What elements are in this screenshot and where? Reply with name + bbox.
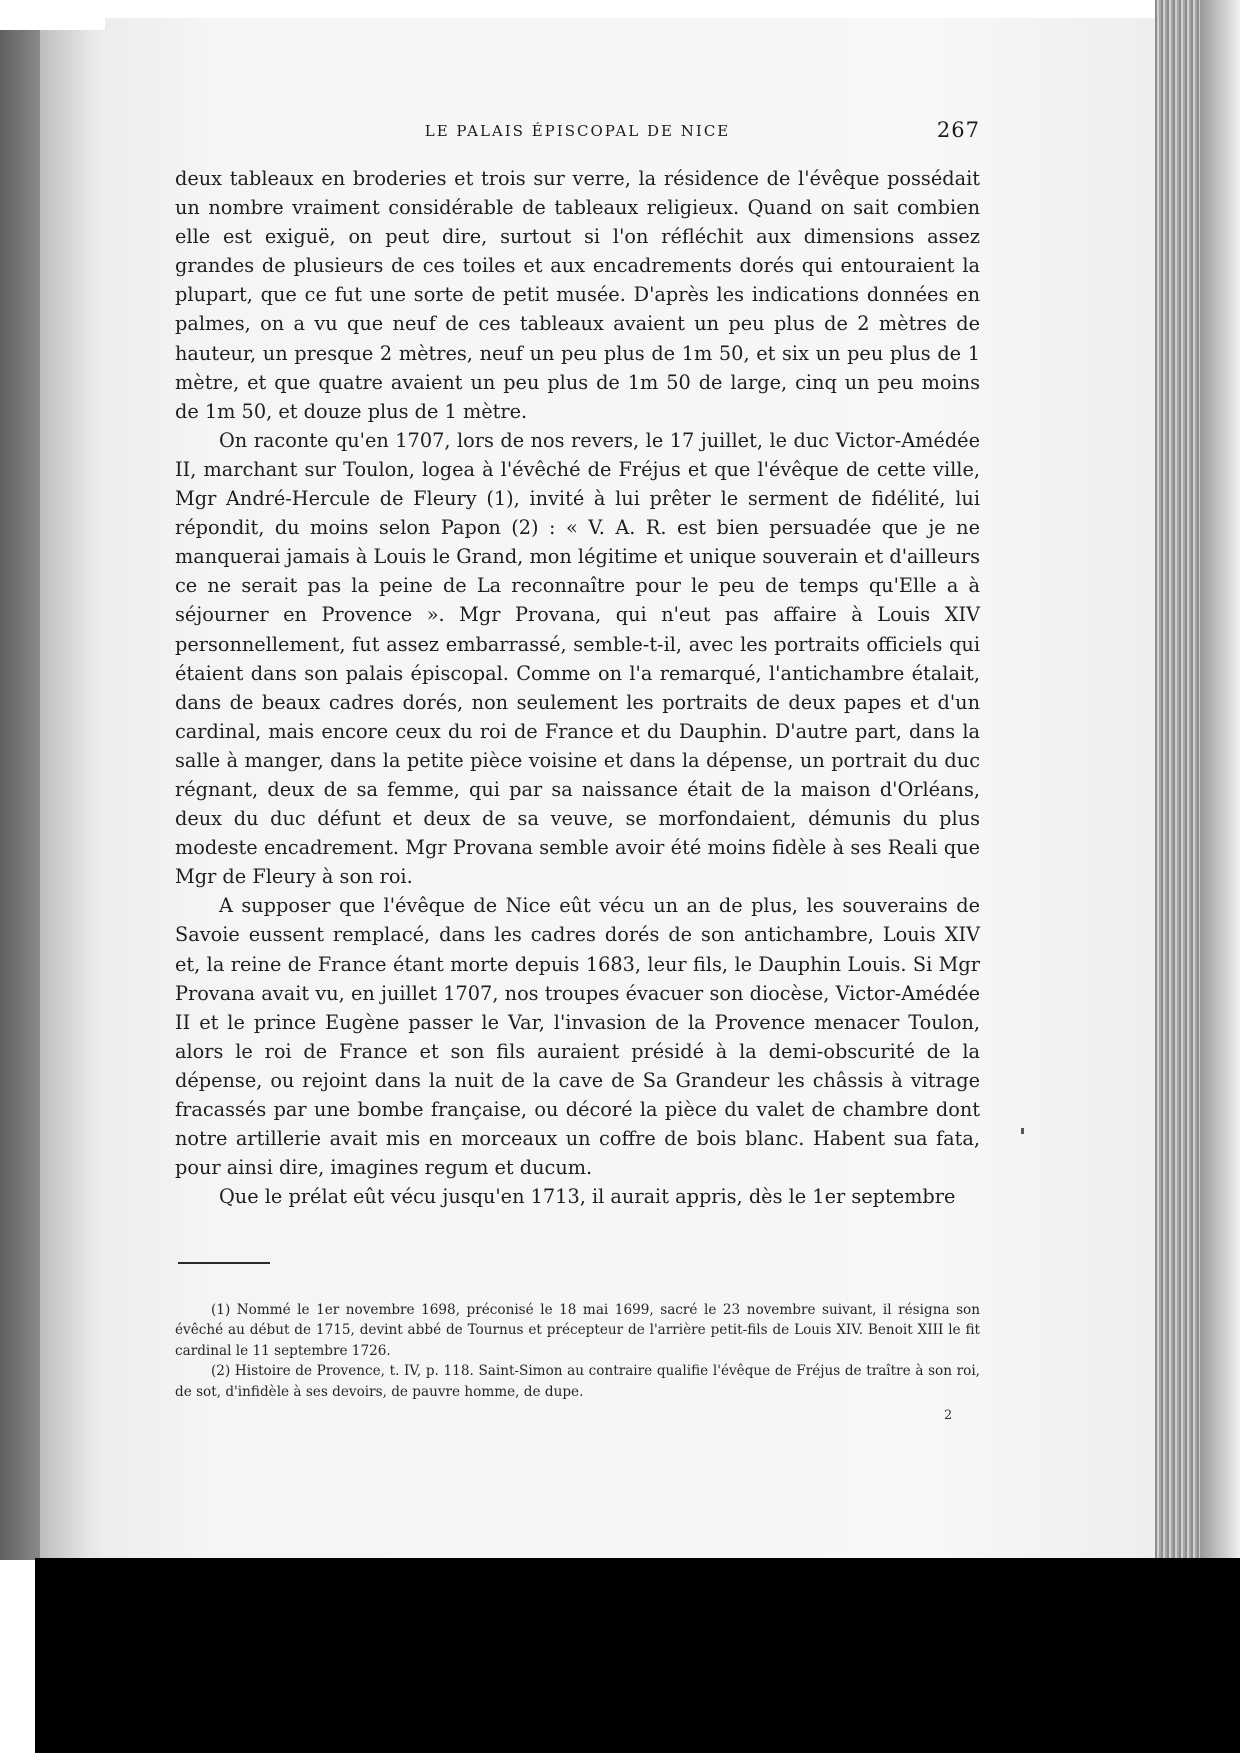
page-stack-edge (1155, 0, 1200, 1753)
footnotes (175, 1300, 980, 1402)
paragraph-2: On raconte qu'en 1707, lors de nos revers, le 17 juillet, le duc Victor-Amédée II, marchant sur Toulon, logea à l'évêché de Fréjus et que l'évêque de cette ville, Mgr André-Hercule de Fleury (1), invité à lui prêter le serment de fidélité, lui répondit, du moins selon Papon (2) : « V. A. R. est bien persuadée que je ne manquerai jamais à Louis le Grand, mon légitime et unique souverain et d'ailleurs ce ne serait pas la peine de La reconnaître pour le peu de temps qu'Elle a à séjourner en Provence ». Mgr Provana, qui n'eut pas affaire à Louis XIV personnellement, fut assez embarrassé, semble-t-il, avec les portraits officiels qui étaient dans son palais épiscopal. Comme on l'a remarqué, l'antichambre étalait, dans de beaux cadres dorés, non seulement les portraits de deux papes et d'un cardinal, mais encore ceux du roi de France et du Dauphin. D'autre part, dans la salle à manger, dans la petite pièce voisine et dans la dépense, un portrait du duc régnant, deux de sa femme, qui par sa naissance était de la maison d'Orléans, deux du duc défunt et deux de sa veuve, se morfondaient, démunis du plus modeste encadrement. Mgr Provana semble avoir été moins fidèle à ses Reali que Mgr de Fleury à son roi. (175, 428, 980, 889)
footnote-2: (2) Histoire de Provence, t. IV, p. 118. Saint-Simon au contraire qualifie l'évêque de Fréjus de traître à son roi, de sot, d'infidèle à ses devoirs, de pauvre homme, de dupe. (175, 1363, 980, 1400)
signature-mark: 2 (944, 1408, 953, 1423)
footnote-1: (1) Nommé le 1er novembre 1698, préconisé le 18 mai 1699, sacré le 23 novembre suivant, il résigna son évêché au début de 1715, devint abbé de Tournus et précepteur de l'arrière petit-fils de Louis XIV. Benoit XIII le fit cardinal le 11 septembre 1726. (175, 1302, 980, 1359)
scan-top-corner (0, 0, 115, 30)
running-head (175, 118, 980, 148)
body-text (175, 164, 980, 1211)
page-number: 267 (936, 118, 980, 142)
margin-mark (1021, 1128, 1024, 1134)
paragraph-4: Que le prélat eût vécu jusqu'en 1713, il aurait appris, dès le 1er septembre (219, 1185, 956, 1209)
right-scan-margin (1200, 0, 1240, 1753)
paragraph-1: deux tableaux en broderies et trois sur verre, la résidence de l'évêque possédait un nombre vraiment considérable de tableaux religieux. Quand on sait combien elle est exiguë, on peut dire, surtout si l'on réfléchit aux dimensions assez grandes de plusieurs de ces toiles et aux encadrements dorés qui entouraient la plupart, que ce fut une sorte de petit musée. D'après les indications données en palmes, on a vu que neuf de ces tableaux avaient un peu plus de 2 mètres de hauteur, un presque 2 mètres, neuf un peu plus de 1m 50, et six un peu plus de 1 mètre, et que quatre avaient un peu plus de 1m 50 de large, cinq un peu moins de 1m 50, et douze plus de 1 mètre. (175, 167, 980, 423)
running-title: LE PALAIS ÉPISCOPAL DE NICE (424, 122, 731, 140)
footnote-separator (178, 1262, 270, 1264)
left-page-shadow (0, 30, 40, 1560)
paragraph-3: A supposer que l'évêque de Nice eût vécu un an de plus, les souverains de Savoie eussent remplacé, dans les cadres dorés de son antichambre, Louis XIV et, la reine de France étant morte depuis 1683, leur fils, le Dauphin Louis. Si Mgr Provana avait vu, en juillet 1707, nos troupes évacuer son diocèse, Victor-Amédée II et le prince Eugène passer le Var, l'invasion de la Provence menacer Toulon, alors le roi de France et son fils auraient présidé à la demi-obscurité de la dépense, ou rejoint dans la nuit de la cave de Sa Grandeur les châssis à vitrage fracassés par une bombe française, ou décoré la pièce du valet de chambre dont notre artillerie avait mis en morceaux un coffre de bois blanc. Habent sua fata, pour ainsi dire, imagines regum et ducum. (175, 894, 980, 1180)
scan-bottom-border (35, 1558, 1240, 1753)
